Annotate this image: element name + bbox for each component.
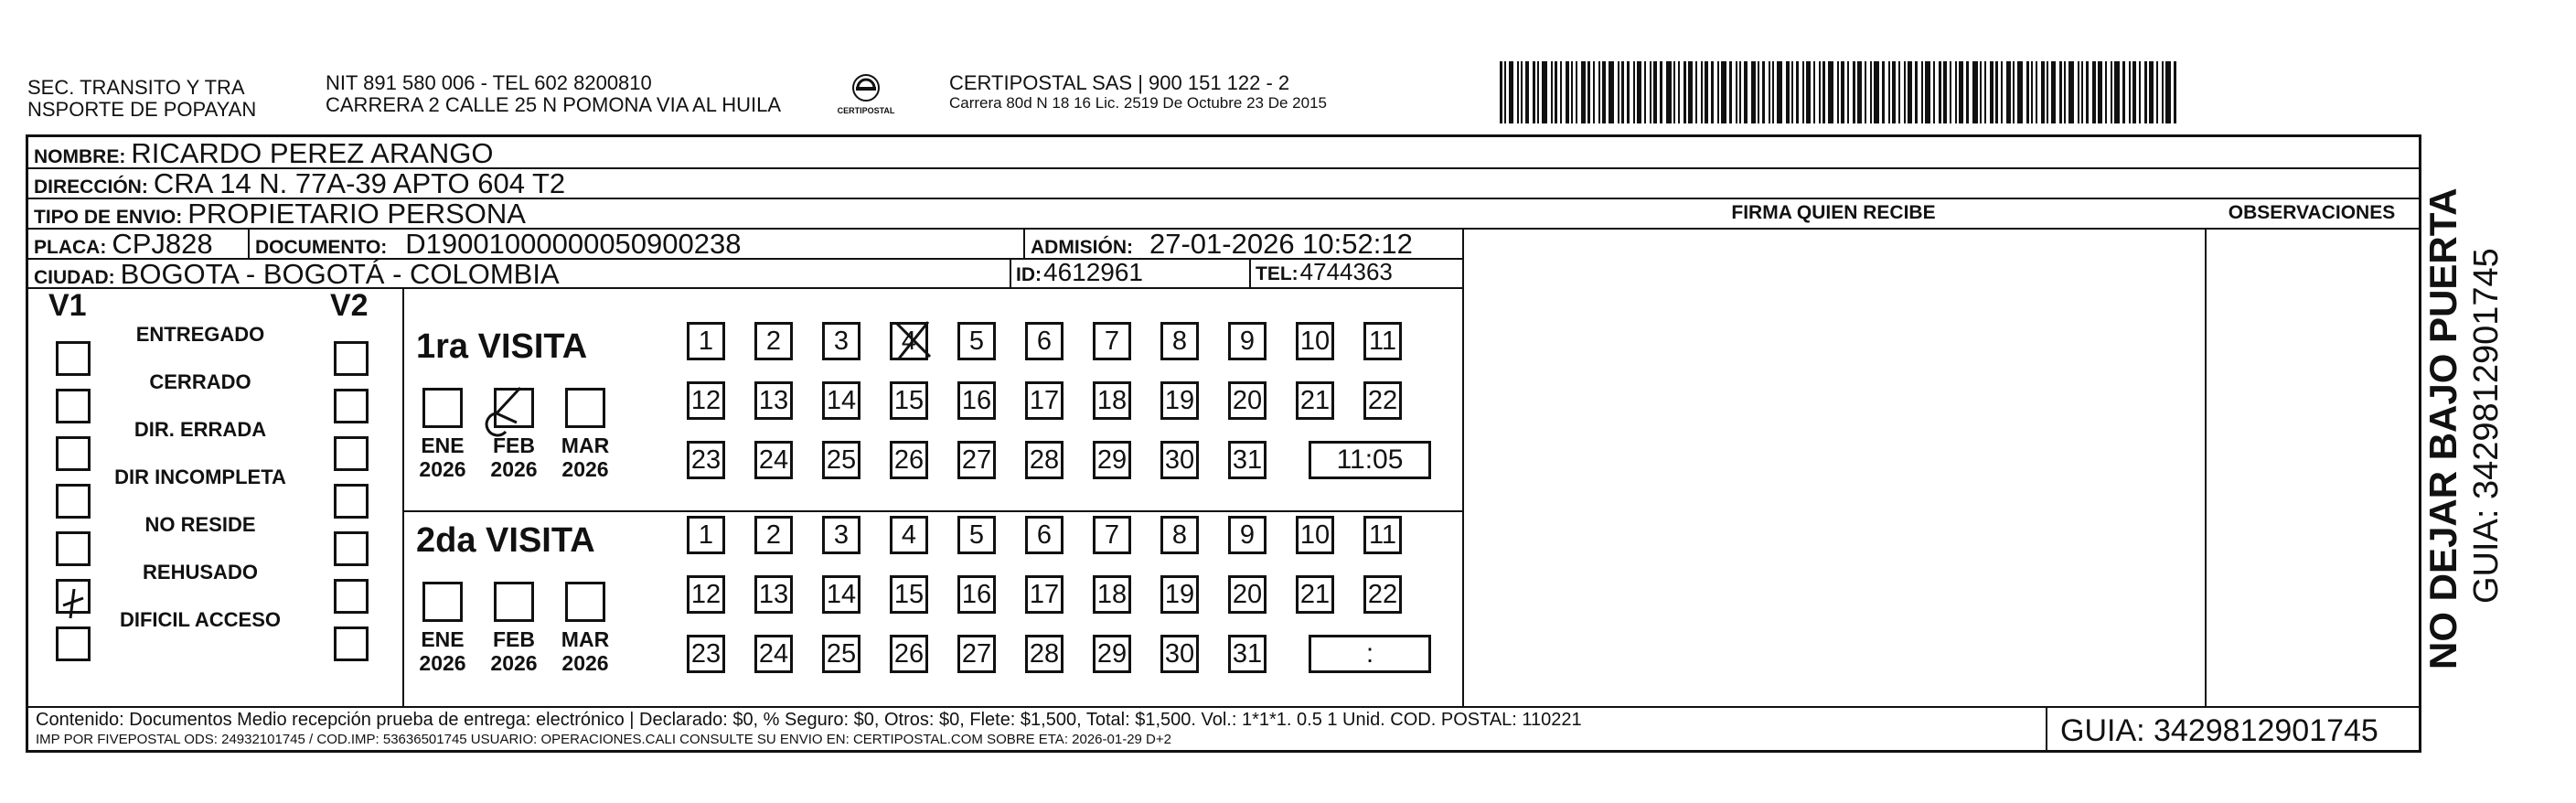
month-year: 2026 bbox=[561, 457, 609, 481]
barcode-bar bbox=[1736, 61, 1737, 123]
day-box[interactable]: 13 bbox=[754, 575, 793, 614]
barcode-bar bbox=[1772, 61, 1774, 123]
barcode-bar bbox=[2059, 61, 2062, 123]
admission-cell bbox=[1031, 228, 1413, 261]
license-line: Carrera 80d N 18 16 Lic. 2519 De Octubre 23 De 2015 bbox=[949, 94, 1327, 112]
admission-value: 27-01-2026 10:52:12 bbox=[1149, 228, 1413, 260]
barcode-bar bbox=[1966, 61, 1969, 123]
day-box[interactable]: 7 bbox=[1093, 516, 1131, 554]
handwritten-day-mark bbox=[886, 316, 941, 366]
barcode-bar bbox=[1739, 61, 1741, 123]
day-box[interactable]: 19 bbox=[1160, 381, 1199, 420]
barcode-bar bbox=[2078, 61, 2079, 123]
day-box[interactable]: 11 bbox=[1363, 516, 1402, 554]
barcode-bar bbox=[1560, 61, 1562, 123]
day-box[interactable]: 5 bbox=[957, 516, 996, 554]
day-box[interactable]: 16 bbox=[957, 381, 996, 420]
barcode-bar bbox=[1660, 61, 1662, 123]
address-label: DIRECCIÓN: bbox=[34, 177, 148, 198]
barcode-bar bbox=[1837, 61, 1839, 123]
observations-label: OBSERVACIONES bbox=[2228, 202, 2396, 223]
barcode-bar bbox=[1908, 61, 1912, 123]
barcode-bar bbox=[1898, 61, 1900, 123]
barcode-bar bbox=[1678, 61, 1680, 123]
barcode-bar bbox=[1959, 61, 1963, 123]
company-line: CERTIPOSTAL SAS | 900 151 122 - 2 bbox=[949, 71, 1290, 94]
city-value: BOGOTA - BOGOTÁ - COLOMBIA bbox=[120, 258, 560, 290]
barcode-bar bbox=[2114, 61, 2120, 123]
month-checkbox[interactable] bbox=[565, 582, 605, 622]
v2-label: V2 bbox=[330, 288, 369, 323]
barcode-bar bbox=[1955, 61, 1957, 123]
day-box[interactable]: 12 bbox=[687, 575, 725, 614]
day-box[interactable]: 26 bbox=[890, 441, 928, 479]
barcode-bar bbox=[1892, 61, 1896, 123]
month-label bbox=[559, 627, 612, 675]
day-box[interactable]: 9 bbox=[1228, 322, 1267, 360]
day-box[interactable]: 27 bbox=[957, 635, 996, 673]
barcode-bar bbox=[1701, 61, 1703, 123]
barcode-bar bbox=[1644, 61, 1646, 123]
day-box[interactable]: 17 bbox=[1025, 381, 1064, 420]
day-box[interactable]: 13 bbox=[754, 381, 793, 420]
day-box[interactable]: 20 bbox=[1228, 575, 1267, 614]
barcode-bar bbox=[1758, 61, 1759, 123]
month-checkbox[interactable] bbox=[422, 388, 463, 428]
barcode-bar bbox=[1721, 61, 1726, 123]
plate-label: PLACA: bbox=[34, 237, 107, 258]
nit-line: NIT 891 580 006 - TEL 602 8200810 bbox=[326, 71, 652, 94]
barcode-bar bbox=[1711, 61, 1714, 123]
barcode-bar bbox=[2031, 61, 2033, 123]
barcode-bar bbox=[1828, 61, 1833, 123]
barcode-bar bbox=[1695, 61, 1697, 123]
shipping-form bbox=[26, 134, 2421, 753]
barcode-bar bbox=[1806, 61, 1811, 123]
barcode-bar bbox=[1995, 61, 1998, 123]
barcode-bar bbox=[1500, 61, 1502, 123]
month-year: 2026 bbox=[490, 457, 538, 481]
barcode-bar bbox=[1666, 61, 1672, 123]
plate-value: CPJ828 bbox=[112, 228, 213, 260]
day-box[interactable]: 18 bbox=[1093, 575, 1131, 614]
day-box[interactable]: 22 bbox=[1363, 575, 1402, 614]
barcode-bar bbox=[1841, 61, 1844, 123]
barcode-bar bbox=[1504, 61, 1506, 123]
barcode-bar bbox=[1576, 61, 1577, 123]
day-box[interactable]: 29 bbox=[1093, 441, 1131, 479]
barcode-bar bbox=[1587, 61, 1590, 123]
barcode-bar bbox=[1593, 61, 1595, 123]
month-checkbox[interactable] bbox=[422, 582, 463, 622]
day-box[interactable]: 3 bbox=[822, 516, 860, 554]
barcode-bar bbox=[2068, 61, 2074, 123]
admission-label: ADMISIÓN: bbox=[1031, 237, 1133, 258]
day-box[interactable]: 1 bbox=[687, 516, 725, 554]
barcode-bar bbox=[2162, 61, 2164, 123]
barcode-bar bbox=[1813, 61, 1815, 123]
id-cell bbox=[1016, 258, 1143, 287]
month-name: MAR bbox=[561, 434, 610, 457]
barcode-bar bbox=[1769, 61, 1770, 123]
footer-guide: GUIA: 3429812901745 bbox=[2060, 713, 2378, 748]
month-name: FEB bbox=[493, 434, 535, 457]
barcode-bar bbox=[1888, 61, 1890, 123]
day-box[interactable]: 25 bbox=[822, 441, 860, 479]
month-label bbox=[416, 627, 469, 675]
month-checkbox[interactable] bbox=[494, 582, 534, 622]
barcode-bar bbox=[1525, 61, 1529, 123]
month-label bbox=[487, 627, 540, 675]
barcode-bar bbox=[1990, 61, 1993, 123]
barcode-bar bbox=[2026, 61, 2029, 123]
day-box[interactable]: 4 bbox=[890, 516, 928, 554]
logo-text: CERTIPOSTAL bbox=[837, 106, 895, 115]
barcode-bar bbox=[1980, 61, 1982, 123]
barcode-bar bbox=[2129, 61, 2131, 123]
tel-value: 4744363 bbox=[1299, 258, 1393, 285]
barcode-bar bbox=[1853, 61, 1855, 123]
barcode-bar bbox=[1819, 61, 1821, 123]
handwritten-month-mark bbox=[480, 382, 535, 441]
barcode-bar bbox=[1943, 61, 1947, 123]
barcode-bar bbox=[1984, 61, 1986, 123]
barcode-bar bbox=[1882, 61, 1885, 123]
barcode-bar bbox=[2047, 61, 2048, 123]
v2-checkbox[interactable] bbox=[334, 484, 369, 519]
barcode-bar bbox=[1633, 61, 1635, 123]
barcode-bar bbox=[1581, 61, 1586, 123]
barcode-bar bbox=[1673, 61, 1675, 123]
month-year: 2026 bbox=[561, 651, 609, 675]
day-box[interactable]: 7 bbox=[1093, 322, 1131, 360]
barcode-bar bbox=[1870, 61, 1872, 123]
barcode-bar bbox=[1571, 61, 1573, 123]
id-label: ID: bbox=[1016, 264, 1042, 285]
shipment-type: PROPIETARIO PERSONA bbox=[187, 198, 526, 230]
day-box[interactable]: 28 bbox=[1025, 441, 1064, 479]
month-name: ENE bbox=[421, 434, 465, 457]
barcode-bar bbox=[2132, 61, 2136, 123]
tel-label: TEL: bbox=[1256, 263, 1299, 284]
barcode-bar bbox=[1627, 61, 1630, 123]
barcode-bar bbox=[1751, 61, 1756, 123]
day-box[interactable]: 6 bbox=[1025, 322, 1064, 360]
type-row bbox=[34, 198, 526, 230]
v2-checkbox[interactable] bbox=[334, 436, 369, 471]
visit-time[interactable]: : bbox=[1309, 635, 1431, 673]
v2-checkbox[interactable] bbox=[334, 389, 369, 423]
day-box[interactable]: 10 bbox=[1296, 516, 1334, 554]
day-box[interactable]: 31 bbox=[1228, 635, 1267, 673]
day-box[interactable]: 26 bbox=[890, 635, 928, 673]
visit-time[interactable]: 11:05 bbox=[1309, 441, 1431, 479]
name-label: NOMBRE: bbox=[34, 146, 126, 167]
side-guide: GUIA: 3429812901745 bbox=[2467, 248, 2506, 604]
day-box[interactable]: 20 bbox=[1228, 381, 1267, 420]
v2-checkbox[interactable] bbox=[334, 626, 369, 661]
month-year: 2026 bbox=[419, 651, 466, 675]
day-box[interactable]: 24 bbox=[754, 635, 793, 673]
receiver-signature-label: FIRMA QUIEN RECIBE bbox=[1731, 202, 1936, 223]
barcode-bar bbox=[2086, 61, 2089, 123]
barcode-bar bbox=[1874, 61, 1879, 123]
barcode-bar bbox=[1786, 61, 1790, 123]
barcode-bar bbox=[1688, 61, 1693, 123]
recipient-address: CRA 14 N. 77A-39 APTO 604 T2 bbox=[153, 167, 566, 199]
barcode-bar bbox=[1533, 61, 1535, 123]
plate-cell bbox=[34, 228, 213, 261]
day-box[interactable]: 10 bbox=[1296, 322, 1334, 360]
reason-label: DIR INCOMPLETA bbox=[114, 466, 286, 488]
day-box[interactable]: 6 bbox=[1025, 516, 1064, 554]
barcode-bar bbox=[1925, 61, 1930, 123]
barcode-bar bbox=[2144, 61, 2147, 123]
contents-line: Contenido: Documentos Medio recepción prueba de entrega: electrónico | Declarado: $0, % Seguro: $0, Otros: $0, Flete: $1,500, Total: $1,500. Vol.: 1*1*1. 0.5 1 Unid. COD. POSTAL: 110221 bbox=[36, 710, 1582, 730]
address-line: CARRERA 2 CALLE 25 N POMONA VIA AL HUILA bbox=[326, 93, 782, 116]
barcode-bar bbox=[1602, 61, 1606, 123]
day-box[interactable]: 12 bbox=[687, 381, 725, 420]
day-box[interactable]: 22 bbox=[1363, 381, 1402, 420]
barcode-bar bbox=[1857, 61, 1862, 123]
certipostal-logo bbox=[834, 70, 898, 121]
day-box[interactable]: 9 bbox=[1228, 516, 1267, 554]
barcode-bar bbox=[1598, 61, 1600, 123]
day-box[interactable]: 28 bbox=[1025, 635, 1064, 673]
barcode-bar bbox=[1729, 61, 1732, 123]
reason-label: NO RESIDE bbox=[144, 513, 256, 536]
barcode-bar bbox=[2139, 61, 2141, 123]
day-box[interactable]: 31 bbox=[1228, 441, 1267, 479]
barcode-bar bbox=[2165, 61, 2171, 123]
barcode-bar bbox=[1950, 61, 1951, 123]
barcode-bar bbox=[1847, 61, 1849, 123]
tel-cell bbox=[1256, 258, 1393, 286]
barcode-bar bbox=[2036, 61, 2037, 123]
barcode-bar bbox=[1566, 61, 1569, 123]
barcode-bar bbox=[2041, 61, 2045, 123]
month-year: 2026 bbox=[419, 457, 466, 481]
day-box[interactable]: 4 bbox=[890, 322, 928, 360]
barcode-bar bbox=[1717, 61, 1719, 123]
day-box[interactable]: 8 bbox=[1160, 516, 1199, 554]
day-box[interactable]: 5 bbox=[957, 322, 996, 360]
day-box[interactable]: 30 bbox=[1160, 441, 1199, 479]
sender-line-1: SEC. TRANSITO Y TRA bbox=[27, 76, 245, 99]
barcode-bar bbox=[1551, 61, 1553, 123]
day-box[interactable]: 21 bbox=[1296, 575, 1334, 614]
sender-line-2: NSPORTE DE POPAYAN bbox=[27, 98, 257, 121]
visit-1-title: 1ra VISITA bbox=[416, 327, 588, 366]
reason-label: DIFICIL ACCESO bbox=[119, 608, 281, 631]
month-checkbox[interactable] bbox=[565, 388, 605, 428]
barcode-bar bbox=[1744, 61, 1748, 123]
day-box[interactable]: 17 bbox=[1025, 575, 1064, 614]
day-box[interactable]: 30 bbox=[1160, 635, 1199, 673]
barcode-bar bbox=[2092, 61, 2096, 123]
barcode bbox=[1500, 61, 2231, 123]
barcode-bar bbox=[1796, 61, 1799, 123]
day-box[interactable]: 11 bbox=[1363, 322, 1402, 360]
barcode-bar bbox=[2156, 61, 2158, 123]
day-box[interactable]: 29 bbox=[1093, 635, 1131, 673]
day-box[interactable]: 21 bbox=[1296, 381, 1334, 420]
visit-2-title: 2da VISITA bbox=[416, 521, 595, 560]
handwritten-check-mark bbox=[56, 585, 92, 622]
barcode-bar bbox=[2149, 61, 2154, 123]
barcode-bar bbox=[2122, 61, 2125, 123]
barcode-bar bbox=[1791, 61, 1793, 123]
barcode-bar bbox=[1542, 61, 1547, 123]
id-value: 4612961 bbox=[1043, 258, 1144, 286]
barcode-bar bbox=[1537, 61, 1539, 123]
barcode-bar bbox=[1650, 61, 1651, 123]
sender-block bbox=[27, 77, 256, 121]
month-name: MAR bbox=[561, 627, 610, 651]
barcode-bar bbox=[2111, 61, 2112, 123]
month-label bbox=[416, 434, 469, 481]
recipient-name: RICARDO PEREZ ARANGO bbox=[131, 137, 494, 169]
name-row bbox=[34, 137, 494, 170]
reason-label: REHUSADO bbox=[143, 561, 258, 584]
barcode-bar bbox=[1637, 61, 1641, 123]
month-label bbox=[559, 434, 612, 481]
barcode-bar bbox=[1777, 61, 1782, 123]
day-box[interactable]: 8 bbox=[1160, 322, 1199, 360]
day-box[interactable]: 2 bbox=[754, 516, 793, 554]
barcode-bar bbox=[1705, 61, 1708, 123]
barcode-bar bbox=[1822, 61, 1825, 123]
barcode-bar bbox=[1904, 61, 1906, 123]
reason-label: ENTREGADO bbox=[135, 323, 265, 346]
barcode-bar bbox=[2081, 61, 2083, 123]
v2-checkbox[interactable] bbox=[334, 579, 369, 614]
sender-contact-block bbox=[326, 72, 781, 116]
day-box[interactable]: 18 bbox=[1093, 381, 1131, 420]
barcode-bar bbox=[1521, 61, 1523, 123]
type-label: TIPO DE ENVIO: bbox=[34, 207, 183, 228]
barcode-bar bbox=[2006, 61, 2011, 123]
barcode-bar bbox=[2051, 61, 2056, 123]
day-box[interactable]: 27 bbox=[957, 441, 996, 479]
barcode-bar bbox=[2174, 61, 2176, 123]
barcode-bar bbox=[1517, 61, 1519, 123]
barcode-bar bbox=[1915, 61, 1918, 123]
barcode-bar bbox=[1972, 61, 1978, 123]
month-year: 2026 bbox=[490, 651, 538, 675]
barcode-bar bbox=[1618, 61, 1619, 123]
barcode-bar bbox=[1609, 61, 1614, 123]
barcode-bar bbox=[2017, 61, 2023, 123]
document-value: D19001000000050900238 bbox=[405, 228, 742, 260]
city-label: CIUDAD: bbox=[34, 267, 115, 288]
day-box[interactable]: 23 bbox=[687, 441, 725, 479]
month-name: ENE bbox=[421, 627, 465, 651]
barcode-bar bbox=[2098, 61, 2102, 123]
v1-label: V1 bbox=[48, 288, 87, 323]
day-box[interactable]: 19 bbox=[1160, 575, 1199, 614]
barcode-bar bbox=[1865, 61, 1866, 123]
barcode-bar bbox=[1939, 61, 1941, 123]
day-box[interactable]: 16 bbox=[957, 575, 996, 614]
reason-label: DIR. ERRADA bbox=[134, 418, 267, 441]
v2-checkbox[interactable] bbox=[334, 531, 369, 566]
barcode-bar bbox=[1555, 61, 1557, 123]
print-line: IMP POR FIVEPOSTAL ODS: 24932101745 / COD.IMP: 53636501745 USUARIO: OPERACIONES.CALI CONSULTE SU ENVIO EN: CERTIPOSTAL.COM SOBRE ETA: 2026-01-29 D+2 bbox=[36, 732, 1171, 747]
city-cell bbox=[34, 258, 560, 291]
company-block bbox=[949, 72, 1327, 112]
barcode-bar bbox=[1933, 61, 1935, 123]
reason-label: CERRADO bbox=[149, 370, 251, 393]
month-name: FEB bbox=[493, 627, 535, 651]
barcode-bar bbox=[2001, 61, 2003, 123]
document-label: DOCUMENTO: bbox=[255, 237, 388, 258]
barcode-bar bbox=[1921, 61, 1923, 123]
barcode-bar bbox=[1509, 61, 1513, 123]
day-box[interactable]: 24 bbox=[754, 441, 793, 479]
day-box[interactable]: 14 bbox=[822, 381, 860, 420]
barcode-bar bbox=[1762, 61, 1765, 123]
day-box[interactable]: 2 bbox=[754, 322, 793, 360]
address-row bbox=[34, 167, 565, 200]
barcode-bar bbox=[2013, 61, 2015, 123]
barcode-bar bbox=[1621, 61, 1624, 123]
v2-checkbox[interactable] bbox=[334, 341, 369, 376]
day-box[interactable]: 1 bbox=[687, 322, 725, 360]
barcode-bar bbox=[1683, 61, 1686, 123]
day-box[interactable]: 15 bbox=[890, 381, 928, 420]
day-box[interactable]: 15 bbox=[890, 575, 928, 614]
day-box[interactable]: 23 bbox=[687, 635, 725, 673]
document-cell bbox=[255, 228, 741, 261]
day-box[interactable]: 3 bbox=[822, 322, 860, 360]
barcode-bar bbox=[2064, 61, 2066, 123]
barcode-bar bbox=[1802, 61, 1804, 123]
day-box[interactable]: 25 bbox=[822, 635, 860, 673]
barcode-bar bbox=[1653, 61, 1657, 123]
day-box[interactable]: 14 bbox=[822, 575, 860, 614]
barcode-bar bbox=[2105, 61, 2107, 123]
side-warning: NO DEJAR BAJO PUERTA bbox=[2421, 187, 2464, 669]
